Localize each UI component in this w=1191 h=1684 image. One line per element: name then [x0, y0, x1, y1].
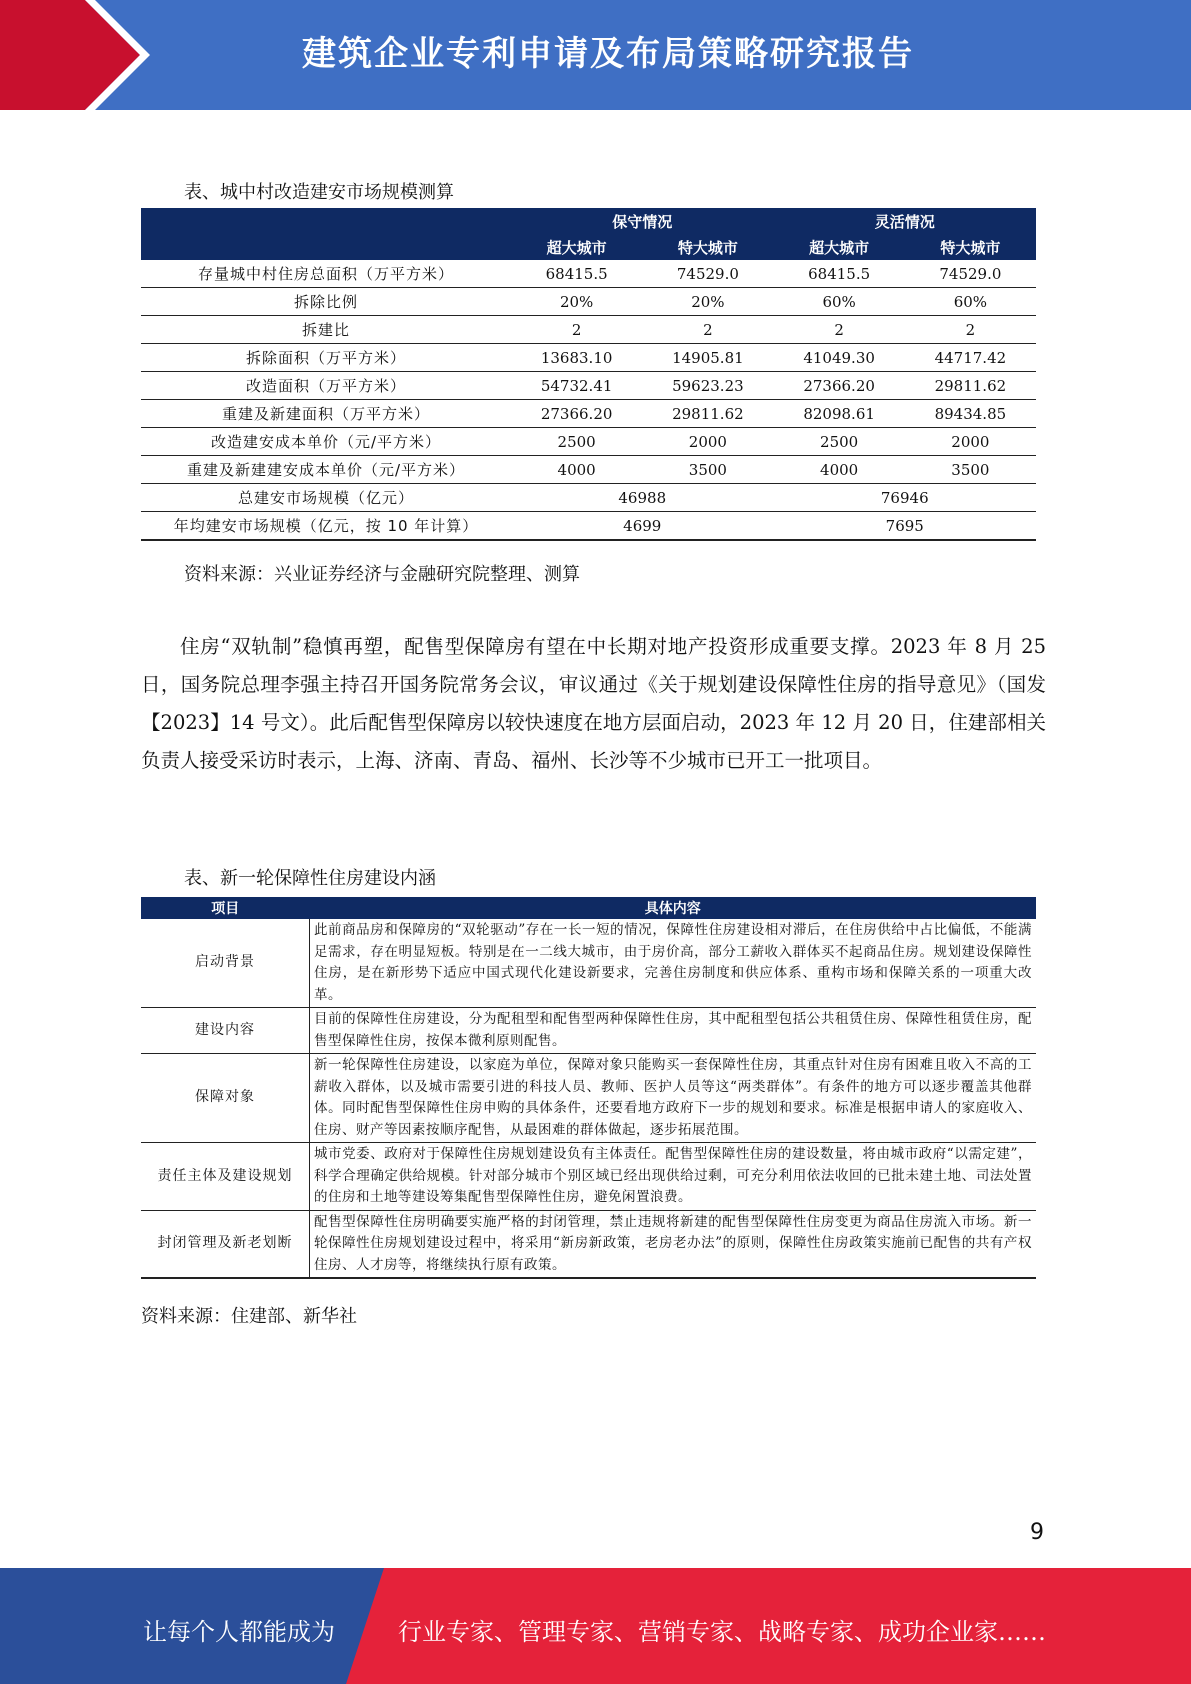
table-row	[141, 372, 1036, 400]
header-title: 建筑企业专利申请及布局策略研究报告	[302, 34, 914, 74]
cell-value: 60%	[774, 288, 905, 316]
table-row	[141, 919, 1036, 1008]
cell-value: 2	[774, 316, 905, 344]
cell-value: 44717.42	[905, 344, 1036, 372]
row-content: 目前的保障性住房建设，分为配租型和配售型两种保障性住房，其中配租型包括公共租赁住房、保障性租赁住房，配售型保障性住房，按保本微利原则配售。	[310, 1008, 1037, 1054]
cell-value: 3500	[642, 456, 773, 484]
header-content: 具体内容	[310, 897, 1037, 919]
table-row	[141, 1054, 1036, 1143]
cell-value: 29811.62	[905, 372, 1036, 400]
cell-value: 2500	[511, 428, 642, 456]
row-item: 责任主体及建设规划	[141, 1143, 310, 1211]
cell-value: 82098.61	[774, 400, 905, 428]
cell-value: 54732.41	[511, 372, 642, 400]
cell-value: 74529.0	[905, 260, 1036, 288]
header-item: 项目	[141, 897, 310, 919]
row-content: 配售型保障性住房明确要实施严格的封闭管理，禁止违规将新建的配售型保障性住房变更为商品住房流入市场。新一轮保障性住房规划建设过程中，将采用“新房新政策，老房老办法”的原则，保障性住房政策实施前已配售的共有产权住房、人才房等，将继续执行原有政策。	[310, 1210, 1037, 1278]
cell-value: 20%	[511, 288, 642, 316]
page-header	[0, 0, 1191, 110]
cell-value: 2000	[642, 428, 773, 456]
cell-value: 29811.62	[642, 400, 773, 428]
cell-value: 2000	[905, 428, 1036, 456]
cell-value: 68415.5	[774, 260, 905, 288]
cell-value: 27366.20	[774, 372, 905, 400]
cell-value: 2	[511, 316, 642, 344]
cell-value: 27366.20	[511, 400, 642, 428]
table-row	[141, 456, 1036, 484]
subheader: 超大城市	[511, 234, 642, 260]
table1-subheader-row	[141, 234, 1036, 260]
table2-header-row	[141, 897, 1036, 919]
table2-source: 资料来源：住建部、新华社	[141, 1306, 357, 1327]
cell-value: 59623.23	[642, 372, 773, 400]
table-row	[141, 400, 1036, 428]
cell-value: 41049.30	[774, 344, 905, 372]
cell-value: 4000	[774, 456, 905, 484]
row-label: 重建及新建建安成本单价（元/平方米）	[141, 456, 511, 484]
row-item: 保障对象	[141, 1054, 310, 1143]
cell-value: 76946	[774, 484, 1037, 512]
subheader: 超大城市	[774, 234, 905, 260]
row-label: 拆建比	[141, 316, 511, 344]
table1-caption: 表、城中村改造建安市场规模测算	[184, 182, 454, 203]
subheader: 特大城市	[905, 234, 1036, 260]
row-item: 封闭管理及新老划断	[141, 1210, 310, 1278]
row-item: 启动背景	[141, 919, 310, 1008]
row-content: 城市党委、政府对于保障性住房规划建设负有主体责任。配售型保障性住房的建设数量，将由城市政府“以需定建”，科学合理确定供给规模。针对部分城市个别区域已经出现供给过剩，可充分利用依法收回的已批未建土地、司法处置的住房和土地等建设筹集配售型保障性住房，避免闲置浪费。	[310, 1143, 1037, 1211]
row-content: 此前商品房和保障房的“双轮驱动”存在一长一短的情况，保障性住房建设相对滞后，在住房供给中占比偏低，不能满足需求，存在明显短板。特别是在一二线大城市，由于房价高，部分工薪收入群体买不起商品住房。规划建设保障性住房，是在新形势下适应中国式现代化建设新要求，完善住房制度和供应体系、重构市场和保障关系的一项重大改革。	[310, 919, 1037, 1008]
cell-value: 7695	[774, 512, 1037, 541]
table1-source: 资料来源：兴业证券经济与金融研究院整理、测算	[184, 564, 580, 585]
table-row	[141, 260, 1036, 288]
footer-slogan-left: 让每个人都能成为	[143, 1618, 335, 1646]
table-row	[141, 316, 1036, 344]
table-row-merged	[141, 484, 1036, 512]
table1-group-header-row	[141, 208, 1036, 234]
cell-value: 89434.85	[905, 400, 1036, 428]
row-item: 建设内容	[141, 1008, 310, 1054]
subheader: 特大城市	[642, 234, 773, 260]
table-row-merged	[141, 512, 1036, 541]
cell-value: 2	[642, 316, 773, 344]
table-row	[141, 1008, 1036, 1054]
body-paragraph: 住房“双轨制”稳慎再塑，配售型保障房有望在中长期对地产投资形成重要支撑。2023 年 8 月 25 日，国务院总理李强主持召开国务院常务会议，审议通过《关于规划建设保障性住房的指导意见》（国发【2023】14 号文）。此后配售型保障房以较快速度在地方层面启动，2023 年 12 月 20 日，住建部相关负责人接受采访时表示，上海、济南、青岛、福州、长沙等不少城市已开工一批项目。	[141, 635, 1046, 772]
row-label: 年均建安市场规模（亿元，按 10 年计算）	[141, 512, 511, 541]
row-label: 重建及新建面积（万平方米）	[141, 400, 511, 428]
table2-caption: 表、新一轮保障性住房建设内涵	[184, 868, 436, 889]
group-flexible: 灵活情况	[774, 208, 1037, 234]
market-size-table	[141, 208, 1036, 541]
row-label: 存量城中村住房总面积（万平方米）	[141, 260, 511, 288]
page-number: 9	[1030, 1520, 1044, 1545]
cell-value: 60%	[905, 288, 1036, 316]
row-content: 新一轮保障性住房建设，以家庭为单位，保障对象只能购买一套保障性住房，其重点针对住房有困难且收入不高的工薪收入群体，以及城市需要引进的科技人员、教师、医护人员等这“两类群体”。有条件的地方可以逐步覆盖其他群体。同时配售型保障性住房申购的具体条件，还要看地方政府下一步的规划和要求。标准是根据申请人的家庭收入、住房、财产等因素按顺序配售，从最困难的群体做起，逐步拓展范围。	[310, 1054, 1037, 1143]
footer-slogan-right: 行业专家、管理专家、营销专家、战略专家、成功企业家……	[398, 1618, 1046, 1646]
row-label: 改造建安成本单价（元/平方米）	[141, 428, 511, 456]
table-row	[141, 1210, 1036, 1278]
cell-value: 4000	[511, 456, 642, 484]
housing-content-table	[141, 897, 1036, 1279]
row-label: 总建安市场规模（亿元）	[141, 484, 511, 512]
cell-value: 68415.5	[511, 260, 642, 288]
cell-value: 2500	[774, 428, 905, 456]
table-row	[141, 1143, 1036, 1211]
cell-value: 3500	[905, 456, 1036, 484]
cell-value: 46988	[511, 484, 774, 512]
cell-value: 4699	[511, 512, 774, 541]
cell-value: 14905.81	[642, 344, 773, 372]
table-row	[141, 344, 1036, 372]
cell-value: 2	[905, 316, 1036, 344]
cell-value: 74529.0	[642, 260, 773, 288]
row-label: 拆除比例	[141, 288, 511, 316]
cell-value: 20%	[642, 288, 773, 316]
row-label: 拆除面积（万平方米）	[141, 344, 511, 372]
cell-value: 13683.10	[511, 344, 642, 372]
table-row	[141, 428, 1036, 456]
group-conservative: 保守情况	[511, 208, 774, 234]
row-label: 改造面积（万平方米）	[141, 372, 511, 400]
table-row	[141, 288, 1036, 316]
